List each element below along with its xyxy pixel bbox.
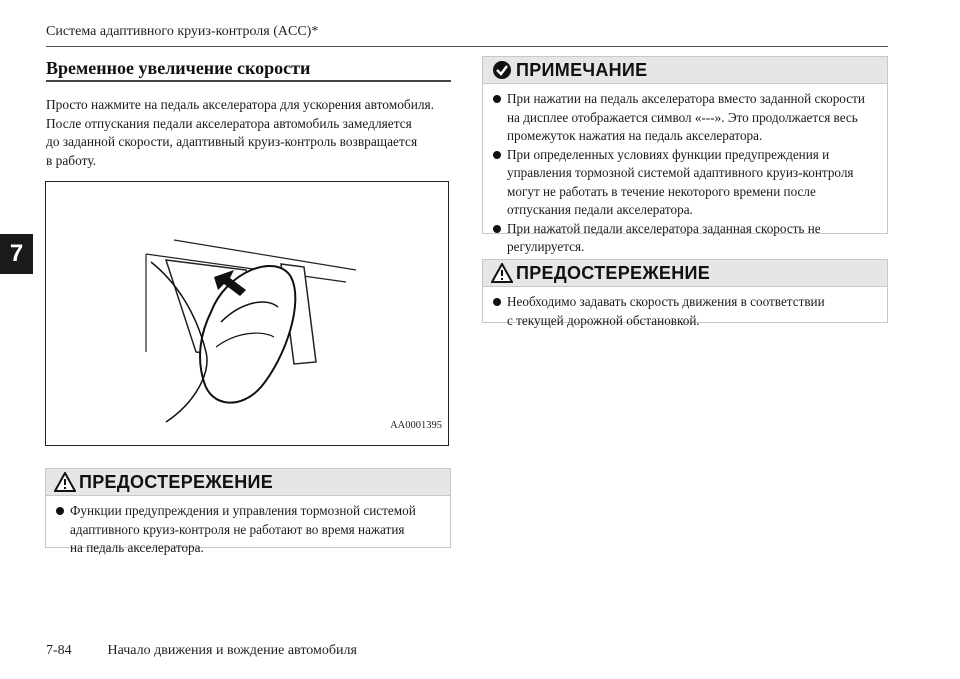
intro-line: в работу. [46, 152, 97, 168]
note-box [482, 56, 888, 254]
item-line: При нажатии на педаль акселератора вместо заданной скорости [507, 91, 865, 106]
chapter-tab: 7 [0, 234, 33, 274]
intro-line: до заданной скорости, адаптивный круиз-контроль возвращается [46, 134, 418, 149]
item-line: управления тормозной системой адаптивного круиз-контроля [507, 165, 854, 180]
list-item [491, 220, 879, 257]
item-line: Функции предупреждения и управления тормозной системой [70, 503, 416, 518]
list-item [491, 293, 879, 330]
bullet-icon [493, 225, 501, 233]
warning-box-left [45, 468, 451, 555]
bullet-icon [493, 298, 501, 306]
item-line: на дисплее отображается символ «---». Это продолжается весь [507, 109, 858, 125]
item-line: Необходимо задавать скорость движения в соответствии [507, 294, 825, 309]
foot-on-pedal-illustration [46, 182, 448, 445]
item-line: с текущей дорожной обстановкой. [507, 312, 700, 328]
warning-heading [483, 260, 887, 287]
header-divider [46, 46, 888, 47]
item-line: могут не работать в течение некоторого времени после [507, 183, 816, 199]
item-line: адаптивного круиз-контроля не работают во время нажатия [70, 521, 405, 537]
pedal-illustration [45, 181, 449, 446]
item-line: регулируется. [507, 239, 585, 254]
warning-triangle-icon [54, 472, 76, 492]
bullet-icon [56, 507, 64, 515]
warning-triangle-icon [491, 263, 513, 283]
intro-paragraph [46, 96, 456, 170]
note-heading-text: ПРИМЕЧАНИЕ [516, 59, 648, 80]
section-title: Временное увеличение скорости [46, 58, 311, 78]
bullet-icon [493, 151, 501, 159]
intro-line: Просто нажмите на педаль акселератора для ускорения автомобиля. [46, 97, 435, 112]
bullet-icon [493, 95, 501, 103]
figure-code: AA0001395 [390, 420, 442, 431]
page-footer [46, 643, 357, 659]
list-item [491, 90, 879, 146]
list-item [54, 502, 442, 558]
section-divider [46, 80, 451, 82]
footer-chapter-title: Начало движения и вождение автомобиля [107, 643, 357, 658]
item-line: отпускания педали акселератора. [507, 202, 693, 217]
page-number: 7-84 [46, 643, 72, 658]
item-line: на педаль акселератора. [70, 540, 204, 555]
item-line: При нажатой педали акселератора заданная скорость не [507, 220, 821, 236]
item-line: промежуток нажатия на педаль акселератора. [507, 128, 763, 143]
note-heading [483, 57, 887, 84]
warning-heading [46, 469, 450, 496]
warning-heading-text: ПРЕДОСТЕРЕЖЕНИЕ [516, 262, 711, 283]
warning-heading-text: ПРЕДОСТЕРЕЖЕНИЕ [79, 471, 274, 492]
warning-box-right [482, 259, 888, 328]
list-item [491, 146, 879, 220]
item-line: При определенных условиях функции предупреждения и [507, 146, 830, 162]
checkmark-icon [491, 60, 513, 80]
running-header: Система адаптивного круиз-контроля (ACC)* [46, 24, 319, 39]
intro-line: После отпускания педали акселератора автомобиль замедляется [46, 115, 412, 131]
